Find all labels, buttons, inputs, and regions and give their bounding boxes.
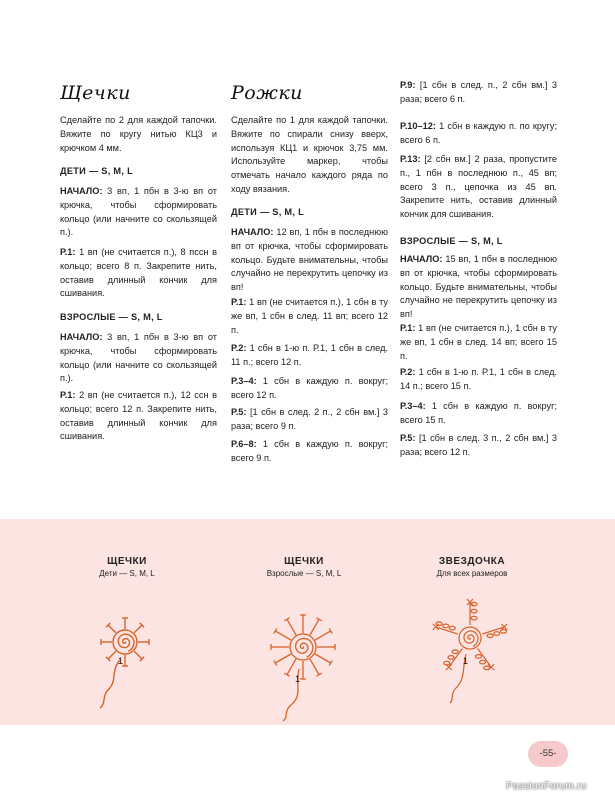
heading-rozhki: Рожки bbox=[231, 82, 303, 104]
col1-intro: Сделайте по 2 для каждой тапочки. Вяжите по кругу нитью КЦ3 и крючком 4 мм. bbox=[60, 115, 217, 153]
col1-kids-title: ДЕТИ — S, M, L bbox=[60, 166, 133, 176]
col2-r2: Р.2: 1 сбн в 1-ю п. Р.1, 1 сбн в след. 11 п.; всего 12 п. bbox=[231, 343, 388, 367]
diagram-1-kids-cheek bbox=[80, 600, 170, 710]
col3-r1: Р.1: 1 вп (не считается п.), 1 сбн в ту же вп, 1 сбн в след. 14 вп; всего 15 п. bbox=[400, 323, 557, 361]
diagram-3-star bbox=[422, 594, 522, 704]
diagram-2-adult-cheek bbox=[255, 597, 355, 722]
col2-start: НАЧАЛО: 12 вп, 1 пбн в последнюю вп от крючка, чтобы сформировать кольцо. Будьте внимательны, чтобы случайно не перекрутить цепочку из вп! bbox=[231, 227, 388, 293]
diagram-1-start-number: 1 bbox=[118, 656, 124, 666]
diagram-2-title: ЩЕЧКИ bbox=[284, 556, 324, 567]
col3-r1012: Р.10–12: 1 сбн в каждую п. по кругу; всего 6 п. bbox=[400, 121, 557, 145]
col3-adults-title: ВЗРОСЛЫЕ — S, M, L bbox=[400, 236, 503, 246]
col1-adults-title: ВЗРОСЛЫЕ — S, M, L bbox=[60, 312, 163, 322]
page-number: -55- bbox=[528, 741, 568, 767]
diagram-1-subtitle: Дети — S, M, L bbox=[99, 569, 155, 578]
col3-r13: Р.13: [2 сбн вм.] 2 раза, пропустите п., 1 пбн в последнюю п., 45 вп; всего 3 п., цепочка из 45 вп. Закрепите нить, оставив длинный кончик для сшивания. bbox=[400, 154, 557, 220]
diagram-3-start-number: 1 bbox=[463, 656, 469, 666]
diagram-1-title: ЩЕЧКИ bbox=[107, 556, 147, 567]
col2-kids-title: ДЕТИ — S, M, L bbox=[231, 207, 304, 217]
col2-intro: Сделайте по 1 для каждой тапочки. Вяжите по спирали снизу вверх, используя КЦ1 и крючок 3,75 мм. Используйте маркер, чтобы отмечать начало каждого ряда по ходу вязания. bbox=[231, 115, 388, 194]
col3-r34: Р.3–4: 1 сбн в каждую п. вокруг; всего 15 п. bbox=[400, 401, 557, 425]
col2-r34: Р.3–4: 1 сбн в каждую п. вокруг; всего 12 п. bbox=[231, 376, 388, 400]
diagram-2-start-number: 1 bbox=[295, 674, 301, 684]
diagram-3-subtitle: Для всех размеров bbox=[436, 569, 508, 578]
col2-r1: Р.1: 1 вп (не считается п.), 1 сбн в ту же вп, 1 сбн в след. 11 вп; всего 12 п. bbox=[231, 297, 388, 335]
col1-adults-r1: Р.1: 2 вп (не считается п.), 12 ссн в кольцо; всего 12 п. Закрепите нить, оставив длинный кончик для сшивания. bbox=[60, 390, 217, 442]
col3-r9: Р.9: [1 сбн в след. п., 2 сбн вм.] 3 раза; всего 6 п. bbox=[400, 80, 557, 104]
col1-kids-r1: Р.1: 1 вп (не считается п.), 8 пссн в кольцо; всего 8 п. Закрепите нить, оставив длинный кончик для сшивания. bbox=[60, 247, 217, 299]
col3-r2: Р.2: 1 сбн в 1-ю п. Р.1, 1 сбн в след. 14 п.; всего 15 п. bbox=[400, 367, 557, 391]
watermark: PassionForum.ru bbox=[506, 781, 587, 792]
col1-adults-start: НАЧАЛО: 3 вп, 1 пбн в 3-ю вп от крючка, чтобы сформировать кольцо (или начните со скользящей п.). bbox=[60, 332, 217, 384]
diagram-2-subtitle: Взрослые — S, M, L bbox=[266, 569, 342, 578]
col2-r68: Р.6–8: 1 сбн в каждую п. вокруг; всего 9 п. bbox=[231, 439, 388, 463]
col2-r5: Р.5: [1 сбн в след. 2 п., 2 сбн вм.] 3 раза; всего 9 п. bbox=[231, 407, 388, 431]
col3-start: НАЧАЛО: 15 вп, 1 пбн в последнюю вп от крючка, чтобы сформировать кольцо. Будьте внимательны, чтобы случайно не перекрутить цепочку из вп! bbox=[400, 254, 557, 320]
diagram-3-title: ЗВЕЗДОЧКА bbox=[438, 556, 506, 567]
col1-kids-start: НАЧАЛО: 3 вп, 1 пбн в 3-ю вп от крючка, чтобы сформировать кольцо (или начните со скользящей п.). bbox=[60, 186, 217, 238]
heading-shchechki: Щечки bbox=[60, 82, 131, 104]
col3-r5: Р.5: [1 сбн в след. 3 п., 2 сбн вм.] 3 раза; всего 12 п. bbox=[400, 433, 557, 457]
